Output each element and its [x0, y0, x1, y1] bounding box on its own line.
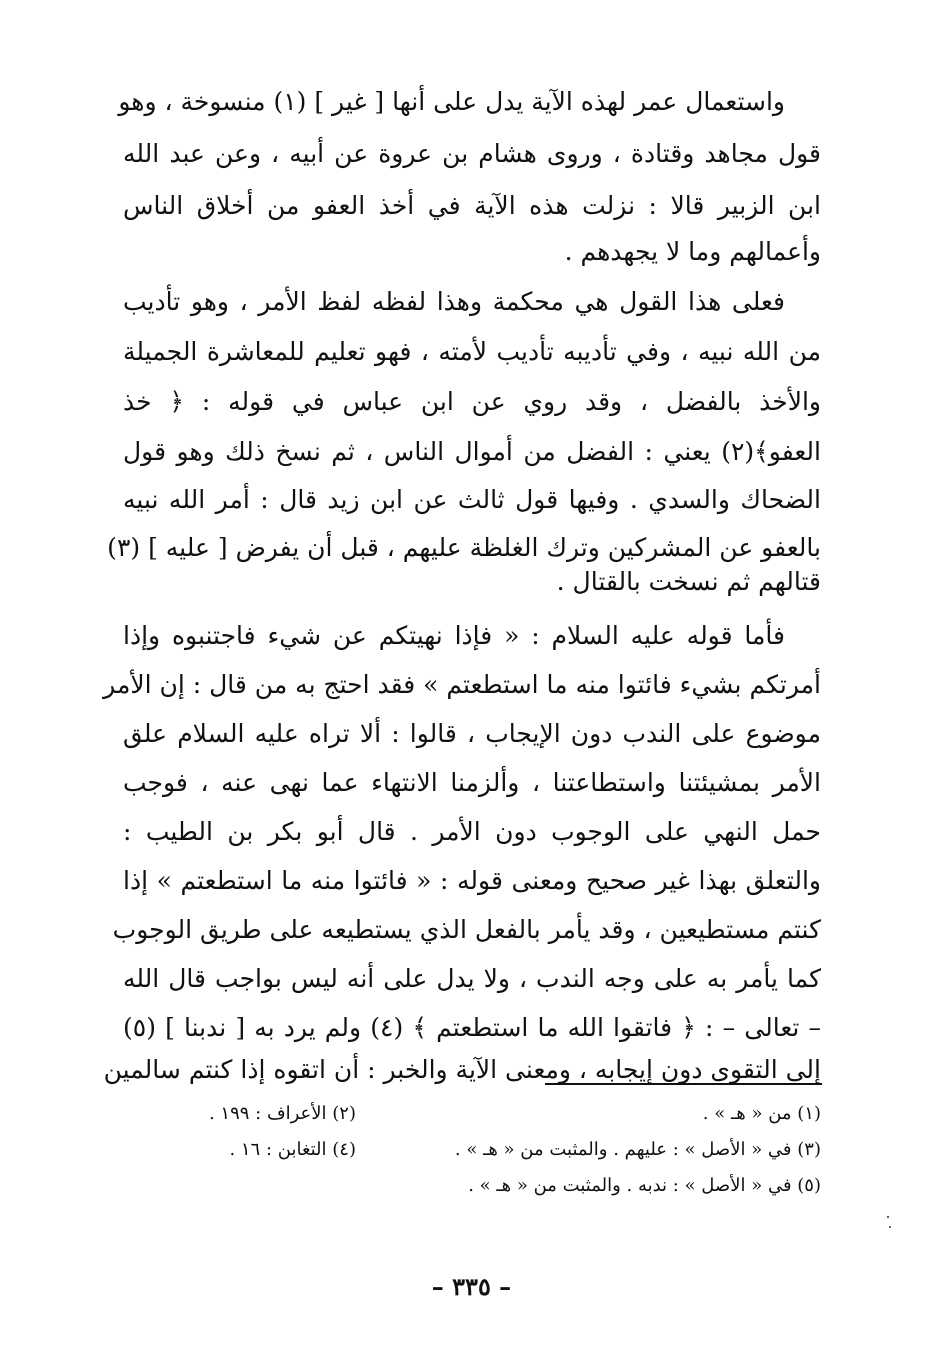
text-line: كما يأمر به على وجه الندب ، ولا يدل على أنه ليس بواجب قال الله [123, 964, 821, 993]
text-line: – تعالى – : ﴿ فاتقوا الله ما استطعتم ﴾ (٤) ولم يرد به [ ندبنا ] (٥) [123, 1013, 821, 1042]
text-line: الضحاك والسدي . وفيها قول ثالث عن ابن زيد قال : أمر الله نبيه [123, 485, 821, 514]
text-line: من الله نبيه ، وفي تأديبه تأديب لأمته ، فهو تعليم للمعاشرة الجميلة [123, 337, 821, 366]
text-line: بالعفو عن المشركين وترك الغلظة عليهم ، قبل أن يفرض [ عليه ] (٣) [107, 533, 821, 562]
text-line: أمرتكم بشيء فائتوا منه ما استطعتم » فقد احتج به من قال : إن الأمر [103, 670, 821, 699]
text-line: والأخذ بالفضل ، وقد روي عن ابن عباس في قوله : ﴿ خذ [123, 387, 821, 416]
footnote-row [123, 1134, 821, 1166]
text-line: فعلى هذا القول هي محكمة وهذا لفظه لفظ الأمر ، وهو تأديب [123, 287, 785, 316]
footnote-row [123, 1098, 821, 1130]
text-line: قول مجاهد وقتادة ، وروى هشام بن عروة عن أبيه ، وعن عبد الله [123, 139, 821, 168]
footnote: (٣) في « الأصل » : عليهم . والمثبت من « هـ » . [454, 1139, 821, 1160]
text-line: فأما قوله عليه السلام : « فإذا نهيتكم عن شيء فاجتنبوه وإذا [123, 621, 785, 650]
text-line: موضوع على الندب دون الإيجاب ، قالوا : ألا تراه عليه السلام علق [123, 719, 821, 748]
text-line: واستعمال عمر لهذه الآية يدل على أنها [ غير ] (١) منسوخة ، وهو [118, 87, 785, 116]
text-line: كنتم مستطيعين ، وقد يأمر بالفعل الذي يستطيعه على طريق الوجوب [112, 915, 821, 944]
footnote: (١) من « هـ » . [702, 1103, 821, 1124]
text-line: العفو﴾(٢) يعني : الفضل من أموال الناس ، ثم نسخ ذلك وهو قول [123, 437, 821, 466]
text-line: ابن الزبير قالا : نزلت هذه الآية في أخذ العفو من أخلاق الناس [123, 191, 821, 220]
text-line: وأعمالهم وما لا يجهدهم . [564, 237, 821, 266]
text-line: حمل النهي على الوجوب دون الأمر . قال أبو بكر بن الطيب : [123, 817, 821, 846]
footnote-row [123, 1170, 821, 1202]
text-line: إلى التقوى دون إيجابه ، ومعنى الآية والخبر : أن اتقوه إذا كنتم سالمين [103, 1055, 821, 1084]
text-line: الأمر بمشيئتنا واستطاعتنا ، وألزمنا الانتهاء عما نهى عنه ، فوجب [123, 768, 821, 797]
text-line: قتالهم ثم نسخت بالقتال . [556, 567, 821, 596]
footnote: (٥) في « الأصل » : ندبه . والمثبت من « هـ » . [468, 1175, 821, 1196]
scan-speck [889, 1226, 891, 1228]
footnote: (٤) التغابن : ١٦ . [229, 1139, 356, 1160]
scan-speck [887, 1216, 889, 1218]
page-number: – ٣٣٥ – [431, 1272, 512, 1301]
text-line: والتعلق بهذا غير صحيح ومعنى قوله : « فائتوا منه ما استطعتم » إذا [123, 866, 821, 895]
footnote-separator [545, 1083, 822, 1085]
footnote: (٢) الأعراف : ١٩٩ . [208, 1103, 356, 1124]
